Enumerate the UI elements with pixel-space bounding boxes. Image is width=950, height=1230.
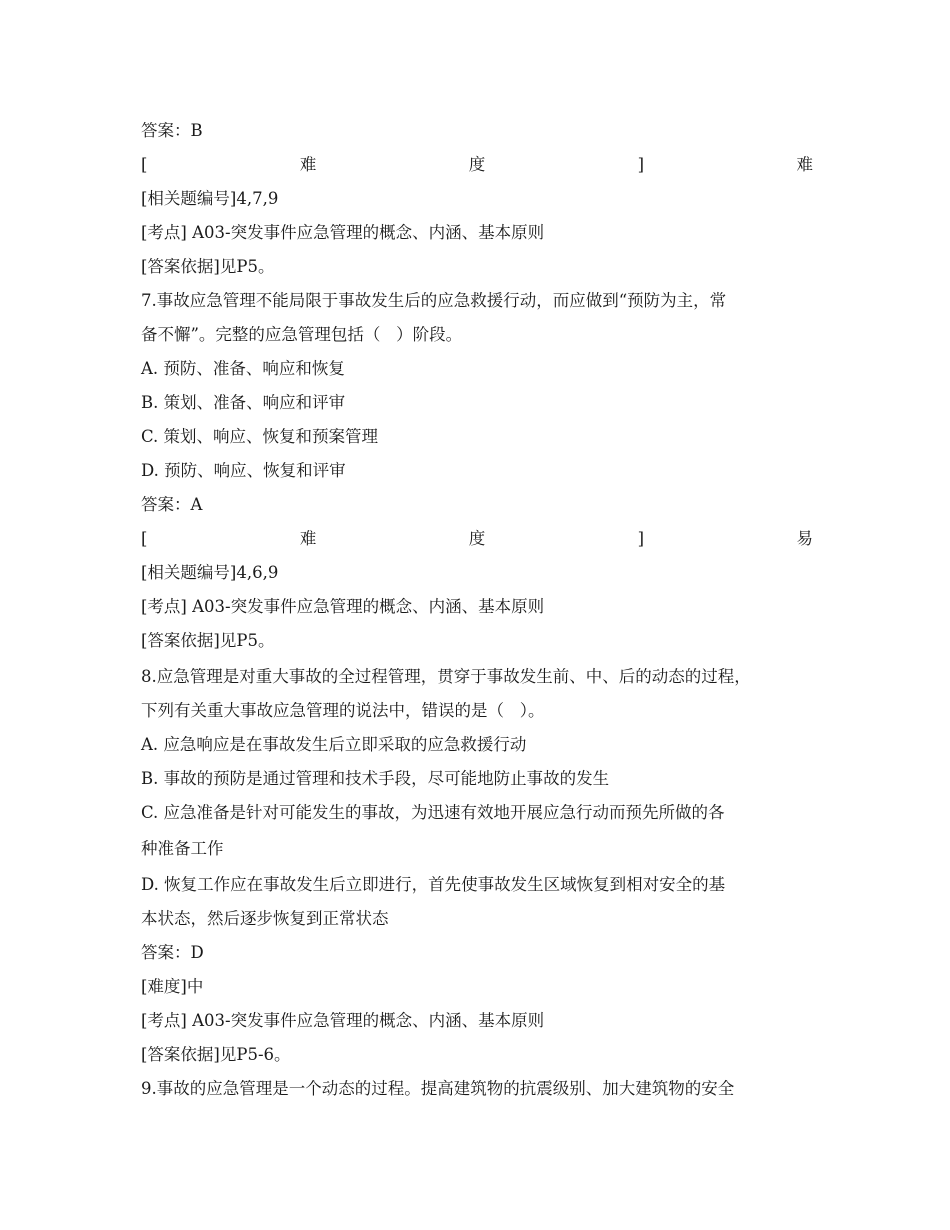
exam-point-line: [考点] A03-突发事件应急管理的概念、内涵、基本原则 bbox=[141, 223, 545, 242]
answer-basis-line: [答案依据]见P5-6。 bbox=[141, 1045, 291, 1064]
question-9-line-1: 9.事故的应急管理是一个动态的过程。提高建筑物的抗震级别、加大建筑物的安全 bbox=[141, 1079, 735, 1098]
option-d-line-1: D. 恢复工作应在事故发生后立即进行，首先使事故发生区域恢复到相对安全的基 bbox=[141, 875, 726, 894]
option-a: A. 应急响应是在事故发生后立即采取的应急救援行动 bbox=[141, 735, 527, 754]
difficulty-line bbox=[141, 152, 813, 178]
question-7-line-1: 7.事故应急管理不能局限于事故发生后的应急救援行动，而应做到“预防为主，常 bbox=[141, 291, 727, 310]
difficulty-value: 易 bbox=[796, 529, 813, 548]
bracket-close: ] bbox=[637, 529, 645, 548]
option-a: A. 预防、准备、响应和恢复 bbox=[141, 359, 345, 378]
option-b: B. 策划、准备、响应和评审 bbox=[141, 393, 346, 412]
answer-basis-line: [答案依据]见P5。 bbox=[141, 631, 275, 650]
exam-point-line: [考点] A03-突发事件应急管理的概念、内涵、基本原则 bbox=[141, 1011, 545, 1030]
option-c-line-2: 种准备工作 bbox=[141, 839, 224, 858]
difficulty-char-2: 度 bbox=[468, 529, 486, 548]
answer-line: 答案：A bbox=[141, 495, 203, 514]
difficulty-value: 难 bbox=[796, 155, 813, 174]
question-7-line-2: 备不懈”。完整的应急管理包括（ ）阶段。 bbox=[141, 325, 463, 344]
bracket-close: ] bbox=[637, 155, 645, 174]
option-d-line-2: 本状态，然后逐步恢复到正常状态 bbox=[141, 909, 389, 928]
answer-line: 答案：D bbox=[141, 943, 204, 962]
bracket-open: [ bbox=[141, 529, 148, 548]
answer-line: 答案：B bbox=[141, 121, 203, 140]
option-d: D. 预防、响应、恢复和评审 bbox=[141, 461, 346, 480]
option-c-line-1: C. 应急准备是针对可能发生的事故，为迅速有效地开展应急行动而预先所做的各 bbox=[141, 803, 725, 822]
difficulty-char-1: 难 bbox=[299, 529, 317, 548]
exam-point-line: [考点] A03-突发事件应急管理的概念、内涵、基本原则 bbox=[141, 597, 545, 616]
related-questions-line: [相关题编号]4,7,9 bbox=[141, 189, 279, 208]
bracket-open: [ bbox=[141, 155, 148, 174]
related-questions-line: [相关题编号]4,6,9 bbox=[141, 563, 279, 582]
difficulty-line bbox=[141, 526, 813, 552]
difficulty-char-1: 难 bbox=[299, 155, 317, 174]
difficulty-char-2: 度 bbox=[468, 155, 486, 174]
difficulty-line: [难度]中 bbox=[141, 977, 204, 996]
option-b: B. 事故的预防是通过管理和技术手段，尽可能地防止事故的发生 bbox=[141, 769, 610, 788]
question-8-line-1: 8.应急管理是对重大事故的全过程管理，贯穿于事故发生前、中、后的动态的过程， bbox=[141, 667, 751, 686]
question-8-line-2: 下列有关重大事故应急管理的说法中，错误的是（ ）。 bbox=[141, 701, 545, 720]
answer-basis-line: [答案依据]见P5。 bbox=[141, 257, 275, 276]
option-c: C. 策划、响应、恢复和预案管理 bbox=[141, 427, 379, 446]
